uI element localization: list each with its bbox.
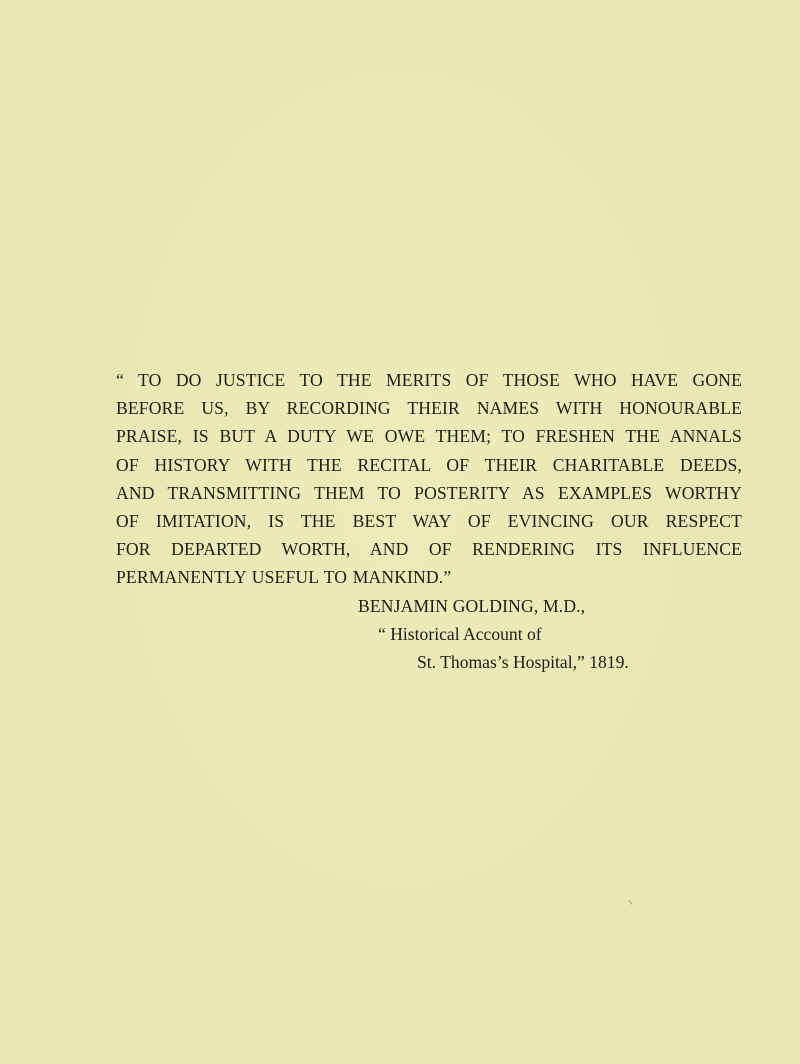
quote-line: “ TO DO JUSTICE TO THE MERITS OF THOSE WHO HAVE GONE bbox=[116, 370, 742, 390]
source-work: “ Historical Account of bbox=[378, 624, 542, 644]
paper-speck bbox=[629, 900, 633, 904]
source-detail: St. Thomas’s Hospital,” 1819. bbox=[417, 652, 629, 672]
quote-line: OF HISTORY WITH THE RECITAL OF THEIR CHARITABLE DEEDS, bbox=[116, 454, 742, 475]
quote-line: PRAISE, IS BUT A DUTY WE OWE THEM; TO FRESHEN THE ANNALS bbox=[116, 426, 742, 447]
attribution bbox=[358, 592, 629, 676]
quote-line: BEFORE US, BY RECORDING THEIR NAMES WITH HONOURABLE bbox=[116, 398, 742, 419]
quote-line: AND TRANSMITTING THEM TO POSTERITY AS EXAMPLES WORTHY bbox=[116, 482, 742, 503]
quote-line: OF IMITATION, IS THE BEST WAY OF EVINCING OUR RESPECT bbox=[116, 511, 742, 532]
author-name: BENJAMIN GOLDING, M.D., bbox=[358, 596, 586, 616]
quote-line: FOR DEPARTED WORTH, AND OF RENDERING ITS INFLUENCE bbox=[116, 539, 742, 560]
epigraph-quote bbox=[116, 366, 742, 592]
quote-line: PERMANENTLY USEFUL TO MANKIND.” bbox=[116, 567, 452, 588]
